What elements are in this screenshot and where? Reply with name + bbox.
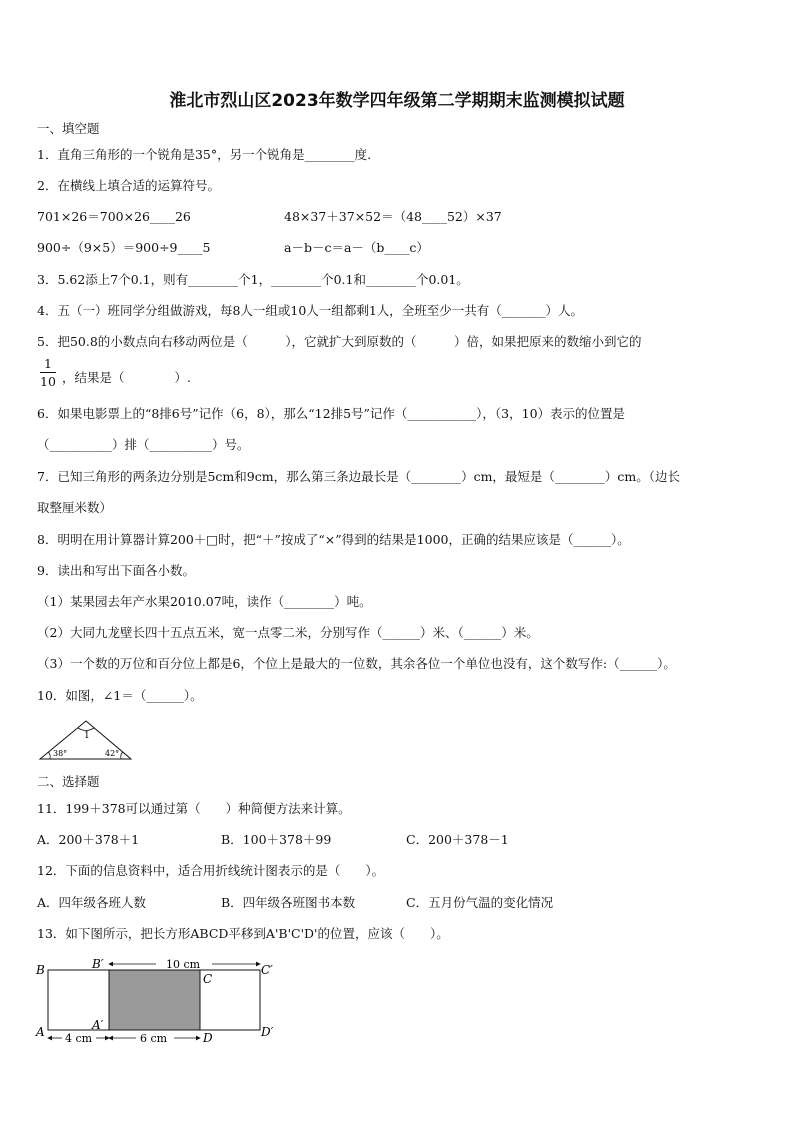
question-11-option-b: B．100＋378＋99 [221, 832, 332, 847]
question-8: 8．明明在用计算器计算200＋□时，把“＋”按成了“×”得到的结果是1000，正确的结果应该是（______）。 [37, 532, 630, 547]
question-13: 13．如下图所示，把长方形ABCD平移到A'B'C'D'的位置，应该（ ）。 [37, 926, 449, 941]
question-9-2: （2）大同九龙壁长四十五点五米，宽一点零二米，分别写作（______）米、（______）米。 [37, 625, 539, 640]
question-11-option-c: C．200＋378－1 [406, 832, 509, 847]
question-5: 5．把50.8的小数点向右移动两位是（ ），它就扩大到原数的（ ）倍，如果把原来的数缩小到它的 [37, 334, 642, 349]
fraction-numerator: 1 [44, 356, 52, 371]
question-11: 11．199＋378可以通过第（ ）种简便方法来计算。 [37, 801, 351, 816]
page-title: 淮北市烈山区2023年数学四年级第二学期期末监测模拟试题 [169, 91, 625, 111]
fraction-denominator: 10 [40, 374, 56, 389]
question-12: 12．下面的信息资料中，适合用折线统计图表示的是（ ）。 [37, 863, 385, 878]
label-B: B [36, 963, 45, 977]
label-D: D [203, 1031, 213, 1045]
fraction-one-tenth [40, 356, 56, 389]
label-C-prime: C′ [261, 963, 273, 977]
triangle-figure [38, 718, 134, 762]
section-choice: 二、选择题 [37, 774, 100, 789]
question-9: 9．读出和写出下面各小数。 [37, 563, 195, 578]
label-A: A [36, 1025, 45, 1039]
shaded-rectangle [109, 970, 200, 1030]
question-12-option-a: A．四年级各班人数 [37, 895, 147, 910]
angle-right-label: 42° [105, 749, 120, 758]
rectangle-translation-figure [34, 952, 284, 1052]
angle-left-label: 38° [53, 749, 68, 758]
question-11-option-a: A．200＋378＋1 [37, 832, 140, 847]
label-D-prime: D′ [261, 1025, 274, 1039]
question-10: 10．如图，∠1＝（______）。 [37, 688, 203, 703]
question-2c: 900÷（9×5）＝900÷9____5 [37, 240, 211, 255]
label-A-prime: A′ [92, 1018, 104, 1032]
question-12-option-c: C．五月份气温的变化情况 [406, 895, 554, 910]
question-7-line1: 7．已知三角形的两条边分别是5cm和9cm，那么第三条边最长是（________）cm，最短是（________）cm。（边长 [37, 469, 681, 484]
label-B-prime: B′ [92, 957, 104, 971]
question-2d: a－b－c＝a－（b____c） [284, 240, 429, 255]
section-fill-in: 一、填空题 [37, 121, 100, 136]
question-2b: 48×37＋37×52＝（48____52）×37 [284, 209, 502, 224]
question-6-line2: （__________）排（__________）号。 [37, 437, 250, 452]
question-5-tail: ，结果是（ ）. [62, 370, 191, 385]
question-2a: 701×26＝700×26____26 [37, 209, 191, 224]
question-4: 4．五（一）班同学分组做游戏，每8人一组或10人一组都剩1人，全班至少一共有（_______）人。 [37, 303, 584, 318]
angle-left-arc [48, 752, 50, 759]
dim-6cm-label: 6 cm [140, 1032, 168, 1045]
fraction-bar [40, 372, 56, 373]
question-3: 3．5.62添上7个0.1，则有________个1，________个0.1和________个0.01。 [37, 272, 469, 287]
question-2: 2．在横线上填合适的运算符号。 [37, 178, 220, 193]
question-1: 1．直角三角形的一个锐角是35°，另一个锐角是________度. [37, 147, 372, 162]
question-12-option-b: B．四年级各班图书本数 [221, 895, 356, 910]
label-C: C [203, 972, 213, 986]
question-7-line2: 取整厘米数） [37, 500, 113, 515]
angle-1-label: 1 [84, 731, 90, 741]
dim-4cm-label: 4 cm [65, 1032, 93, 1045]
question-6-line1: 6．如果电影票上的“8排6号”记作（6，8），那么“12排5号”记作（___________），（3，10）表示的位置是 [37, 406, 626, 421]
question-9-3: （3）一个数的万位和百分位上都是6，个位上是最大的一位数，其余各位一个单位也没有，这个数写作:（______）。 [37, 656, 676, 671]
dim-10cm-label: 10 cm [166, 958, 201, 971]
question-9-1: （1）某果园去年产水果2010.07吨，读作（________）吨。 [37, 594, 372, 609]
angle-right-arc [121, 752, 123, 759]
